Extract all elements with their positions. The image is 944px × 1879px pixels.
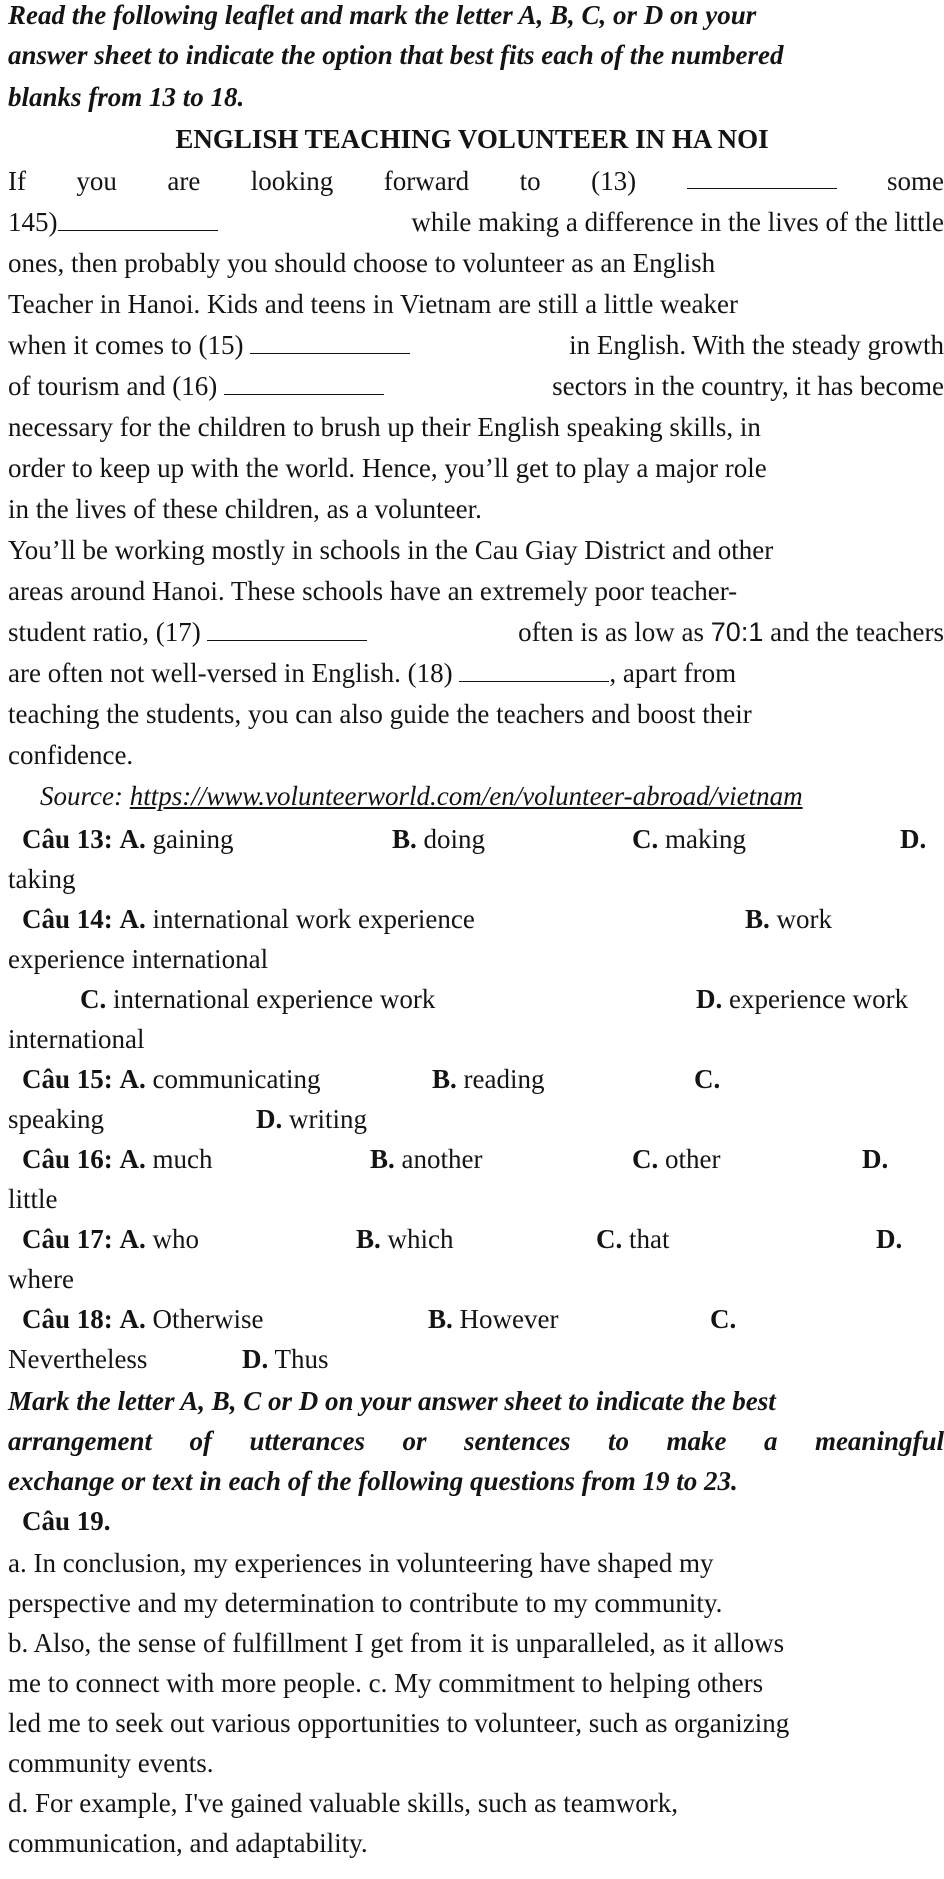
passage-line: when it comes to (15) in English. With the steady growth <box>8 326 944 365</box>
sentence-line: a. In conclusion, my experiences in volunteering have shaped my <box>8 1548 714 1578</box>
question-17: Câu 17: A. who <box>22 1224 200 1254</box>
passage-title: ENGLISH TEACHING VOLUNTEER IN HA NOI <box>175 124 769 154</box>
passage-line: If you are looking forward to (13) some <box>8 162 944 201</box>
question-15: Câu 15: A. communicating <box>22 1064 321 1094</box>
passage-line: areas around Hanoi. These schools have an extremely poor teacher- <box>8 576 738 606</box>
source-link[interactable]: https://www.volunteerworld.com/en/volunteer-abroad/vietnam <box>129 781 803 811</box>
option-d: D. <box>900 824 927 854</box>
option-c: C. international experience work <box>80 984 436 1014</box>
option-d-text: taking <box>8 864 76 894</box>
option-d: D. writing <box>256 1104 367 1134</box>
sentence-line: perspective and my determination to contribute to my community. <box>8 1588 723 1618</box>
blank-17 <box>207 614 367 641</box>
option-d-text: little <box>8 1184 58 1214</box>
blank-13 <box>687 162 837 189</box>
instruction-line: answer sheet to indicate the option that best fits each of the numbered <box>8 40 784 70</box>
option-c-text: Nevertheless <box>8 1344 148 1374</box>
option-c: C. that <box>596 1224 670 1254</box>
question-14: Câu 14: A. international work experience <box>22 904 475 934</box>
option-b: B. another <box>370 1144 483 1174</box>
instruction-line: Mark the letter A, B, C or D on your answer sheet to indicate the best <box>8 1386 776 1416</box>
question-19-label: Câu 19. <box>22 1506 111 1536</box>
passage-line: of tourism and (16) sectors in the country, it has become <box>8 367 944 406</box>
sentence-line: me to connect with more people. c. My commitment to helping others <box>8 1668 764 1698</box>
instruction-line: blanks from 13 to 18. <box>8 82 245 112</box>
option-c: C. other <box>632 1144 721 1174</box>
passage-line: in the lives of these children, as a volunteer. <box>8 494 482 524</box>
sentence-line: d. For example, I've gained valuable skills, such as teamwork, <box>8 1788 678 1818</box>
option-d: D. <box>876 1224 903 1254</box>
blank-16 <box>224 368 384 395</box>
sentence-line: b. Also, the sense of fulfillment I get from it is unparalleled, as it allows <box>8 1628 785 1658</box>
option-d-text: where <box>8 1264 74 1294</box>
option-d-text: international <box>8 1024 145 1054</box>
passage-line: order to keep up with the world. Hence, you’ll get to play a major role <box>8 453 767 483</box>
option-b-text: experience international <box>8 944 269 974</box>
option-b: B. work <box>745 904 833 934</box>
option-d: D. <box>862 1144 889 1174</box>
passage-line: Teacher in Hanoi. Kids and teens in Vietnam are still a little weaker <box>8 289 738 319</box>
option-d: D. Thus <box>242 1344 329 1374</box>
passage-line: necessary for the children to brush up their English speaking skills, in <box>8 412 761 442</box>
sentence-line: communication, and adaptability. <box>8 1828 368 1858</box>
passage-line: teaching the students, you can also guide the teachers and boost their <box>8 699 752 729</box>
blank-15 <box>250 327 410 354</box>
option-b: B. reading <box>432 1064 545 1094</box>
option-c: C. <box>694 1064 721 1094</box>
passage-line: are often not well-versed in English. (18) , apart from <box>8 654 944 693</box>
question-16: Câu 16: A. much <box>22 1144 213 1174</box>
instruction-line: arrangement of utterances or sentences to make a meaningful <box>8 1426 944 1456</box>
instruction-line: Read the following leaflet and mark the letter A, B, C, or D on your <box>8 0 757 30</box>
blank-14 <box>58 204 218 231</box>
option-c-text: speaking <box>8 1104 104 1134</box>
option-c: C. <box>710 1304 737 1334</box>
source-line: Source: https://www.volunteerworld.com/en/volunteer-abroad/vietnam <box>40 781 803 811</box>
question-13: Câu 13: A. gaining <box>22 824 234 854</box>
passage-line: 145) while making a difference in the lives of the little <box>8 203 944 242</box>
passage-line: student ratio, (17) often is as low as 70:1 and the teachers <box>8 613 944 652</box>
option-b: B. doing <box>392 824 486 854</box>
sentence-line: community events. <box>8 1748 214 1778</box>
blank-18 <box>459 655 609 682</box>
option-d: D. experience work <box>696 984 909 1014</box>
sentence-line: led me to seek out various opportunities to volunteer, such as organizing <box>8 1708 790 1738</box>
option-c: C. making <box>632 824 746 854</box>
option-b: B. which <box>356 1224 454 1254</box>
instruction-line: exchange or text in each of the following questions from 19 to 23. <box>8 1466 738 1496</box>
passage-line: ones, then probably you should choose to volunteer as an English <box>8 248 716 278</box>
passage-line: You’ll be working mostly in schools in the Cau Giay District and other <box>8 535 774 565</box>
option-b: B. However <box>428 1304 559 1334</box>
passage-line: confidence. <box>8 740 134 770</box>
question-18: Câu 18: A. Otherwise <box>22 1304 264 1334</box>
